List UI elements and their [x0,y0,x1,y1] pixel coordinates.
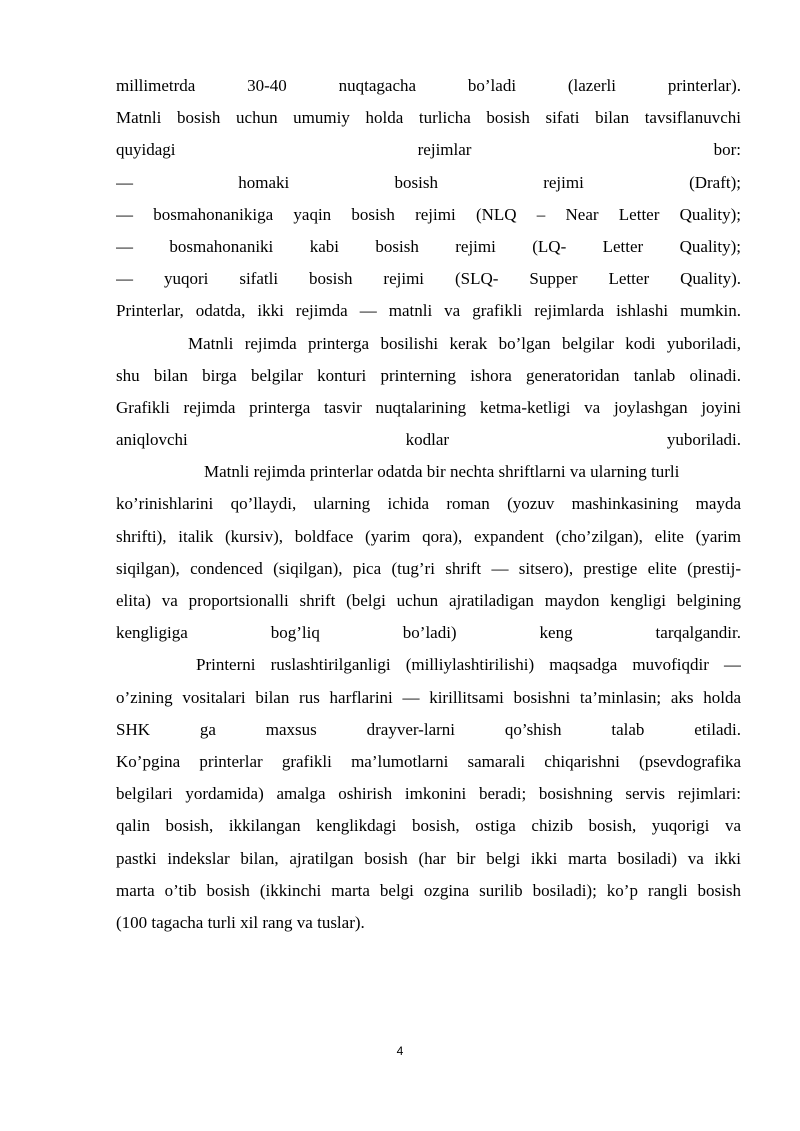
list-item-line: — yuqori sifatli bosish rejimi (SLQ- Supper Letter Quality). [116,269,741,289]
text-line: Grafikli rejimda printerga tasvir nuqtalarining ketma-ketligi va joylashgan joyini [116,397,741,417]
list-item-line: — bosmahonanikiga yaqin bosish rejimi (NLQ – Near Letter Quality); [116,204,741,224]
list-item-line: — bosmahonaniki kabi bosish rejimi (LQ- Letter Quality); [116,236,741,256]
text-line: pastki indekslar bilan, ajratilgan bosish (har bir belgi ikki marta bosiladi) va ikki [116,848,741,868]
text-line: Ko’pgina printerlar grafikli ma’lumotlarni samarali chiqarishni (psevdografika [116,751,741,771]
list-item-line: — homaki bosish rejimi (Draft); [116,172,741,192]
text-line: shu bilan birga belgilar konturi printerning ishora generatoridan tanlab olinadi. [116,365,741,385]
text-line: Matnli rejimda printerga bosilishi kerak bo’lgan belgilar kodi yuboriladi, [188,333,741,353]
text-line: kengligiga bog’liq bo’ladi) keng tarqalgandir. [116,623,741,643]
text-line: elita) va proportsionalli shrift (belgi uchun ajratiladigan maydon kengligi belgining [116,591,741,610]
text-line: siqilgan), condenced (siqilgan), pica (tug’ri shrift — sitsero), prestige elite (prestij- [116,558,741,578]
document-body [116,70,741,939]
text-line: Printerlar, odatda, ikki rejimda — matnli va grafikli rejimlarda ishlashi mumkin. [116,301,741,321]
text-line: (100 tagacha turli xil rang va tuslar). [116,912,365,932]
text-line: quyidagi rejimlar bor: [116,140,741,160]
text-line: o’zining vositalari bilan rus harflarini — kirillitsami bosishni ta’minlasin; aks holda [116,687,741,707]
text-line: Printerni ruslashtirilganligi (milliylashtirilishi) maqsadga muvofiqdir — [196,655,741,675]
text-line: marta o’tib bosish (ikkinchi marta belgi ozgina surilib bosiladi); ko’p rangli bosish [116,880,741,900]
text-line: Matnli rejimda printerlar odatda bir nechta shriftlarni va ularning turli [204,462,680,482]
text-line: Matnli bosish uchun umumiy holda turlicha bosish sifati bilan tavsiflanuvchi [116,108,741,128]
text-line: shrifti), italik (kursiv), boldface (yarim qora), expandent (cho’zilgan), elite (yarim [116,526,741,546]
text-line: aniqlovchi kodlar yuboriladi. [116,430,741,450]
text-line: belgilari yordamida) amalga oshirish imkonini beradi; bosishning servis rejimlari: [116,784,741,804]
page-number: 4 [396,1044,404,1058]
text-line: millimetrda 30-40 nuqtagacha bo’ladi (lazerli printerlar). [116,76,741,95]
text-line: SHK ga maxsus drayver-larni qo’shish talab etiladi. [116,719,741,739]
text-line: qalin bosish, ikkilangan kenglikdagi bosish, ostiga chizib bosish, yuqorigi va [116,816,741,836]
text-line: ko’rinishlarini qo’llaydi, ularning ichida roman (yozuv mashinkasining mayda [116,494,741,514]
